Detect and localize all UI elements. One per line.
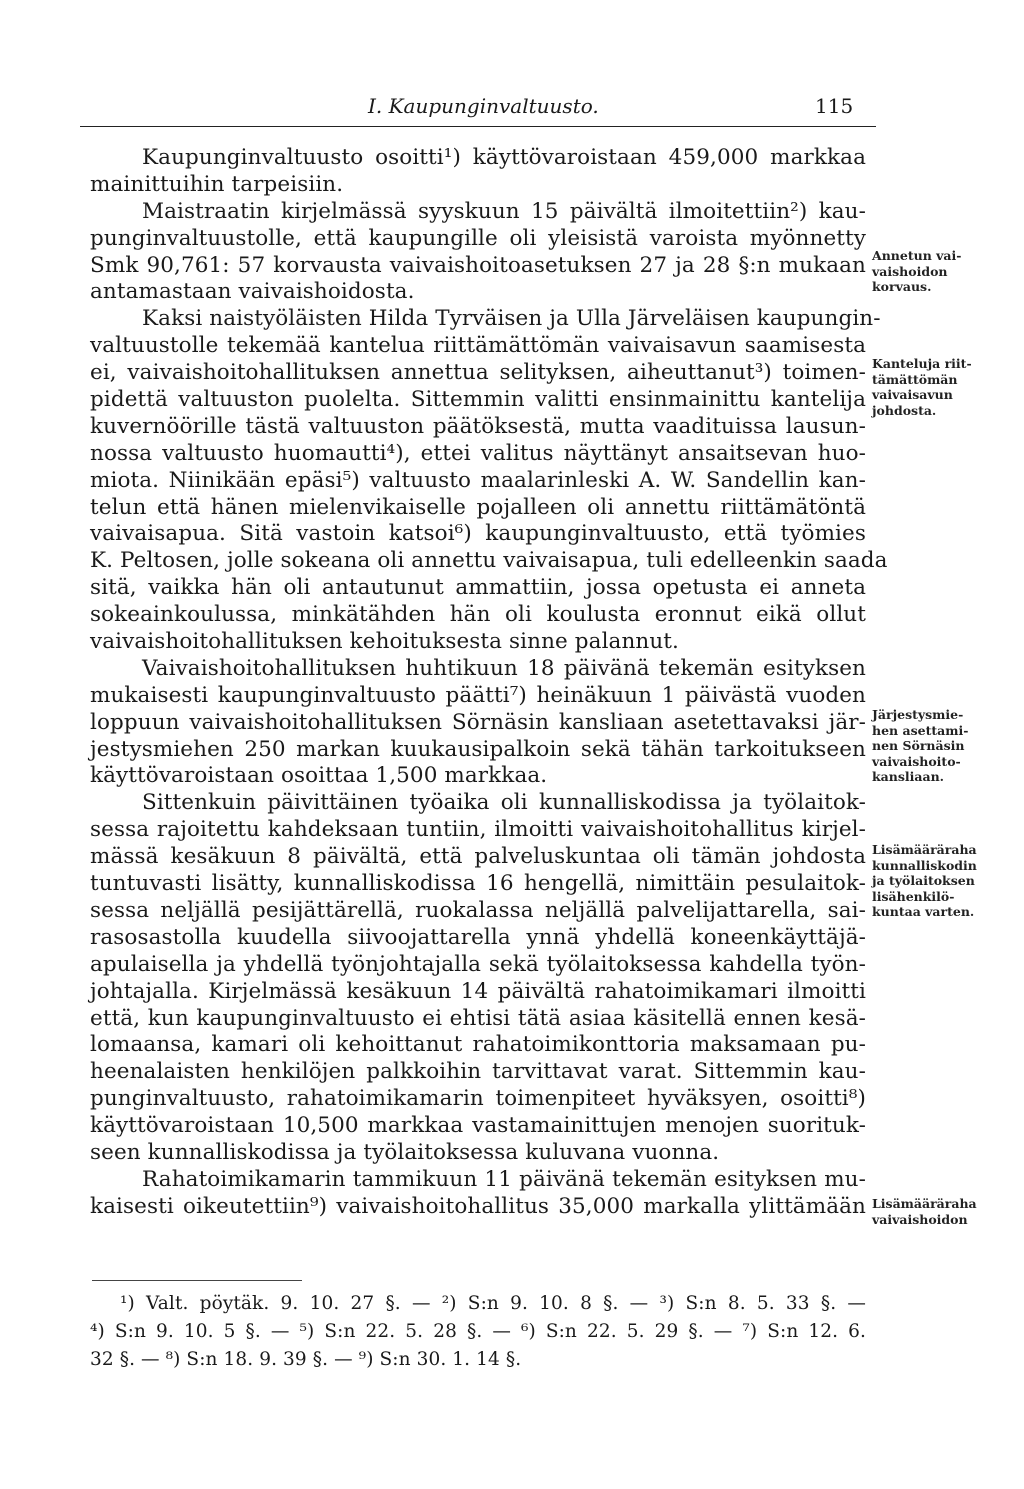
body-line: heenalaisten henkilöjen palkkoihin tarvittavat varat. Sittemmin kau- bbox=[90, 1059, 866, 1085]
margin-note-line: lisähenkilö- bbox=[872, 888, 955, 904]
margin-note-lisamaararaha-vaivaishoito bbox=[872, 1196, 1002, 1227]
body-line: Kaksi naistyöläisten Hilda Tyrväisen ja Ulla Järveläisen kaupungin- bbox=[142, 306, 881, 332]
margin-note-jarjestysmies bbox=[872, 707, 1002, 785]
body-line: että, kun kaupunginvaltuusto ei ehtisi tätä asiaa käsitellä ennen kesä- bbox=[90, 1005, 866, 1031]
body-line: rasosastolla kuudella siivoojattarella ynnä yhdellä koneenkäyttäjä- bbox=[90, 924, 866, 950]
body-line: seen kunnalliskodissa ja työlaitoksessa kuluvana vuonna. bbox=[90, 1139, 720, 1165]
footnotes bbox=[90, 1290, 866, 1374]
body-line: sitä, vaikka hän oli antautunut ammattiin, jossa opetusta ei anneta bbox=[90, 575, 866, 601]
body-line: sokeainkoulussa, minkätähden hän oli koulusta eronnut eikä ollut bbox=[90, 602, 866, 628]
body-line: loppuun vaivaishoitohallituksen Sörnäsin kansliaan asetettavaksi jär- bbox=[90, 709, 866, 735]
body-line: ei, vaivaishoitohallituksen annettua selityksen, aiheuttanut³) toimen- bbox=[90, 360, 866, 386]
body-line: antamastaan vaivaishoidosta. bbox=[90, 279, 415, 305]
body-line: sessa neljällä pesijättärellä, ruokalassa neljällä palvelijattarella, sai- bbox=[90, 897, 866, 923]
body-line: Maistraatin kirjelmässä syyskuun 15 päivältä ilmoitettiin²) kau- bbox=[142, 198, 866, 224]
margin-note-line: nen Sörnäsin bbox=[872, 738, 965, 753]
margin-note-line: johdosta. bbox=[872, 402, 937, 418]
header-rule bbox=[80, 126, 876, 127]
margin-note-line: kansliaan. bbox=[872, 769, 945, 784]
body-line: punginvaltuusto, rahatoimikamarin toimenpiteet hyväksyen, osoitti⁸) bbox=[90, 1086, 866, 1112]
margin-note-lisamaararaha-kunnalliskoti bbox=[872, 842, 1002, 920]
footnote-line: 32 §. — ⁸) S:n 18. 9. 39 §. — ⁹) S:n 30. 1. 14 §. bbox=[90, 1349, 522, 1370]
body-line: nossa valtuusto huomautti⁴), ettei valitus näyttänyt ansaitsevan huo- bbox=[90, 440, 866, 466]
margin-note-vaivaishoidon-korvaus bbox=[872, 248, 1002, 295]
body-line: lomaansa, kamari oli kehoittanut rahatoimikonttoria maksamaan pu- bbox=[90, 1032, 866, 1058]
body-line: mukaisesti kaupunginvaltuusto päätti⁷) heinäkuun 1 päivästä vuoden bbox=[90, 682, 866, 708]
body-line: mainittuihin tarpeisiin. bbox=[90, 171, 344, 197]
body-line: K. Peltosen, jolle sokeana oli annettu vaivaisapua, tuli edelleenkin saada bbox=[90, 548, 888, 574]
running-title: I. Kaupunginvaltuusto. bbox=[368, 94, 599, 118]
margin-note-line: tämättömän bbox=[872, 371, 958, 387]
margin-note-line: vaivaishoidon bbox=[872, 1211, 968, 1227]
body-line: sessa rajoitettu kahdeksaan tuntiin, ilmoitti vaivaishoitohallitus kirjel- bbox=[90, 817, 866, 843]
page-header bbox=[80, 94, 880, 124]
margin-note-line: ja työlaitoksen bbox=[872, 873, 975, 888]
body-text bbox=[90, 145, 888, 1221]
body-line: jestysmiehen 250 markan kuukausipalkoin sekä tähän tarkoitukseen bbox=[90, 736, 866, 762]
margin-note-line: Annetun vai- bbox=[872, 248, 962, 263]
body-line: kuvernöörille tästä valtuuston päätöksestä, mutta vaadituissa lausun- bbox=[90, 413, 866, 439]
body-line: pidettä valtuuston puolelta. Sittemmin valitti ensinmainittu kantelija bbox=[90, 387, 866, 413]
margin-note-line: vaivaishoito- bbox=[872, 753, 961, 769]
body-line: vaivaishoitohallituksen kehoituksesta sinne palannut. bbox=[90, 629, 679, 655]
body-line: johtajalla. Kirjelmässä kesäkuun 14 päivältä rahatoimikamari ilmoitti bbox=[90, 978, 866, 1004]
body-line: kaisesti oikeutettiin⁹) vaivaishoitohallitus 35,000 markalla ylittämään bbox=[90, 1193, 866, 1219]
margin-note-line: vaishoidon bbox=[872, 263, 948, 279]
body-line: Smk 90,761: 57 korvausta vaivaishoitoasetuksen 27 ja 28 §:n mukaan bbox=[90, 252, 866, 278]
margin-note-line: Lisämääräraha bbox=[872, 842, 977, 857]
margin-note-line: Kanteluja riit- bbox=[872, 356, 972, 371]
body-line: mässä kesäkuun 8 päivältä, että palveluskuntaa oli tämän johdosta bbox=[90, 844, 866, 870]
footnote-rule bbox=[92, 1280, 302, 1281]
margin-note-line: korvaus. bbox=[872, 279, 932, 294]
body-line: apulaisella ja yhdellä työnjohtajalla sekä työlaitoksessa kahdella työn- bbox=[90, 951, 866, 977]
body-line: Rahatoimikamarin tammikuun 11 päivänä tekemän esityksen mu- bbox=[142, 1166, 866, 1192]
body-line: vaivaisapua. Sitä vastoin katsoi⁶) kaupunginvaltuusto, että työmies bbox=[90, 521, 866, 547]
margin-note-line: hen asettami- bbox=[872, 722, 969, 738]
body-line: valtuustolle tekemää kantelua riittämättömän vaivaisavun saamisesta bbox=[90, 333, 866, 359]
body-line: Sittenkuin päivittäinen työaika oli kunnalliskodissa ja työlaitok- bbox=[142, 790, 866, 816]
body-line: käyttövaroistaan 10,500 markkaa vastamainittujen menojen suorituk- bbox=[90, 1113, 866, 1139]
body-line: punginvaltuustolle, että kaupungille oli yleisistä varoista myönnetty bbox=[90, 225, 866, 251]
body-line: telun että hänen mielenvikaiselle pojalleen oli annettu riittämätöntä bbox=[90, 494, 866, 520]
margin-note-line: kunnalliskodin bbox=[872, 857, 977, 873]
margin-note-line: kuntaa varten. bbox=[872, 904, 975, 919]
margin-note-line: Järjestysmie- bbox=[872, 707, 964, 722]
page-number: 115 bbox=[815, 94, 854, 118]
body-line: Kaupunginvaltuusto osoitti¹) käyttövaroistaan 459,000 markkaa bbox=[142, 145, 866, 170]
body-line: tuntuvasti lisätty, kunnalliskodissa 16 hengellä, nimittäin pesulaitok- bbox=[90, 871, 866, 897]
footnote-line: ⁴) S:n 9. 10. 5 §. — ⁵) S:n 22. 5. 28 §. — ⁶) S:n 22. 5. 29 §. — ⁷) S:n 12. 6. bbox=[90, 1321, 866, 1342]
footnote-line: ¹) Valt. pöytäk. 9. 10. 27 §. — ²) S:n 9. 10. 8 §. — ³) S:n 8. 5. 33 §. — bbox=[120, 1293, 866, 1314]
body-line: käyttövaroistaan osoittaa 1,500 markkaa. bbox=[90, 763, 548, 789]
margin-note-kanteluja bbox=[872, 356, 1002, 418]
margin-note-line: vaivaisavun bbox=[872, 387, 953, 402]
margin-note-line: Lisämääräraha bbox=[872, 1196, 977, 1211]
body-line: Vaivaishoitohallituksen huhtikuun 18 päivänä tekemän esityksen bbox=[142, 655, 866, 681]
body-line: miota. Niinikään epäsi⁵) valtuusto maalarinleski A. W. Sandellin kan- bbox=[90, 467, 866, 493]
